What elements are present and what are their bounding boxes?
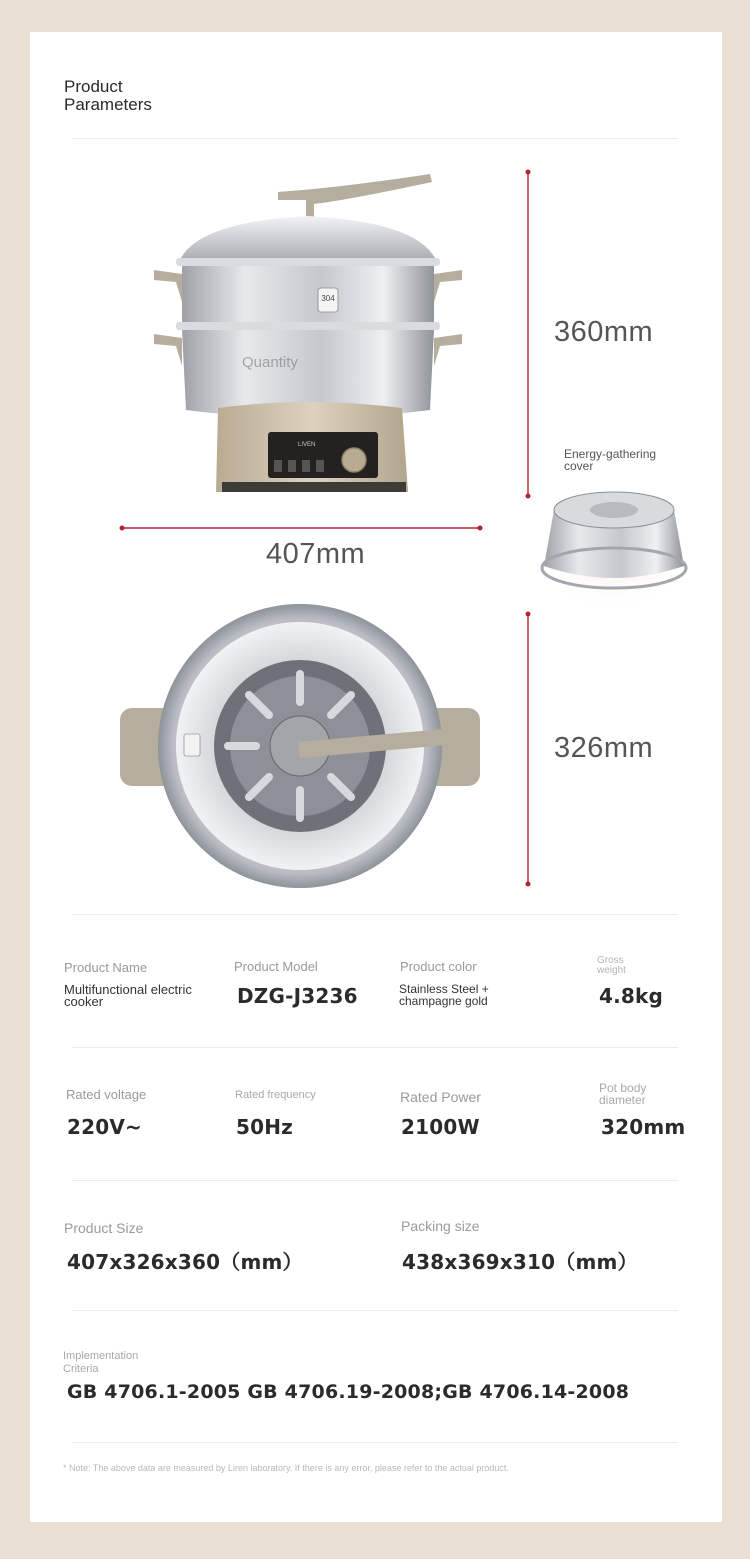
divider — [72, 138, 678, 139]
depth-dimension-line — [522, 610, 534, 890]
rated-voltage-label: Rated voltage — [66, 1087, 147, 1102]
packing-size-value: 438x369x310（mm） — [402, 1250, 638, 1274]
pot-diameter-label: Pot body diameter — [599, 1081, 647, 1107]
product-model-value: DZG-J3236 — [237, 984, 358, 1008]
depth-dimension-label: 326mm — [554, 732, 654, 764]
product-name-value: Multifunctional electric cooker — [64, 982, 192, 1009]
product-name-label: Product Name — [64, 960, 148, 975]
rated-power-label: Rated Power — [400, 1089, 481, 1105]
width-dimension-label: 407mm — [266, 538, 366, 570]
cooker-side-view-image — [118, 170, 488, 500]
gross-weight-label: Gross weight — [597, 955, 626, 976]
height-dimension-label: 360mm — [554, 316, 654, 348]
rated-power-value: 2100W — [401, 1115, 480, 1139]
divider — [72, 1180, 678, 1181]
rated-frequency-value: 50Hz — [236, 1115, 294, 1139]
packing-size-label: Packing size — [401, 1218, 480, 1234]
steel-304-badge: 304 — [321, 294, 335, 303]
energy-gathering-cover-image — [534, 480, 694, 614]
product-size-value: 407x326x360（mm） — [67, 1250, 303, 1274]
divider — [72, 1047, 678, 1048]
parameter-card — [30, 32, 722, 1522]
rated-frequency-label: Rated frequency — [235, 1089, 316, 1101]
product-color-label: Product color — [400, 959, 477, 974]
watermark-text: Quantity — [242, 354, 298, 371]
footnote: * Note: The above data are measured by Liren laboratory. If there is any error, please refer to the actual product. — [63, 1463, 509, 1473]
criteria-value: GB 4706.1-2005 GB 4706.19-2008;GB 4706.14-2008 — [67, 1381, 630, 1403]
pot-diameter-value: 320mm — [601, 1115, 686, 1139]
gross-weight-value: 4.8kg — [599, 984, 664, 1008]
product-model-label: Product Model — [234, 959, 318, 974]
product-size-label: Product Size — [64, 1220, 144, 1236]
product-color-value: Stainless Steel + champagne gold — [399, 982, 489, 1008]
accessory-label: Energy-gathering cover — [564, 447, 657, 473]
brand-logo: LIVEN — [298, 442, 316, 448]
width-dimension-line — [118, 522, 484, 534]
cooker-top-view-image — [118, 602, 484, 892]
rated-voltage-value: 220V~ — [67, 1115, 142, 1139]
divider — [72, 914, 678, 915]
divider — [72, 1442, 678, 1443]
height-dimension-line — [522, 168, 534, 502]
divider — [72, 1310, 678, 1311]
criteria-label: Implementation Criteria — [63, 1350, 139, 1375]
page-title: Product Parameters — [64, 77, 152, 114]
